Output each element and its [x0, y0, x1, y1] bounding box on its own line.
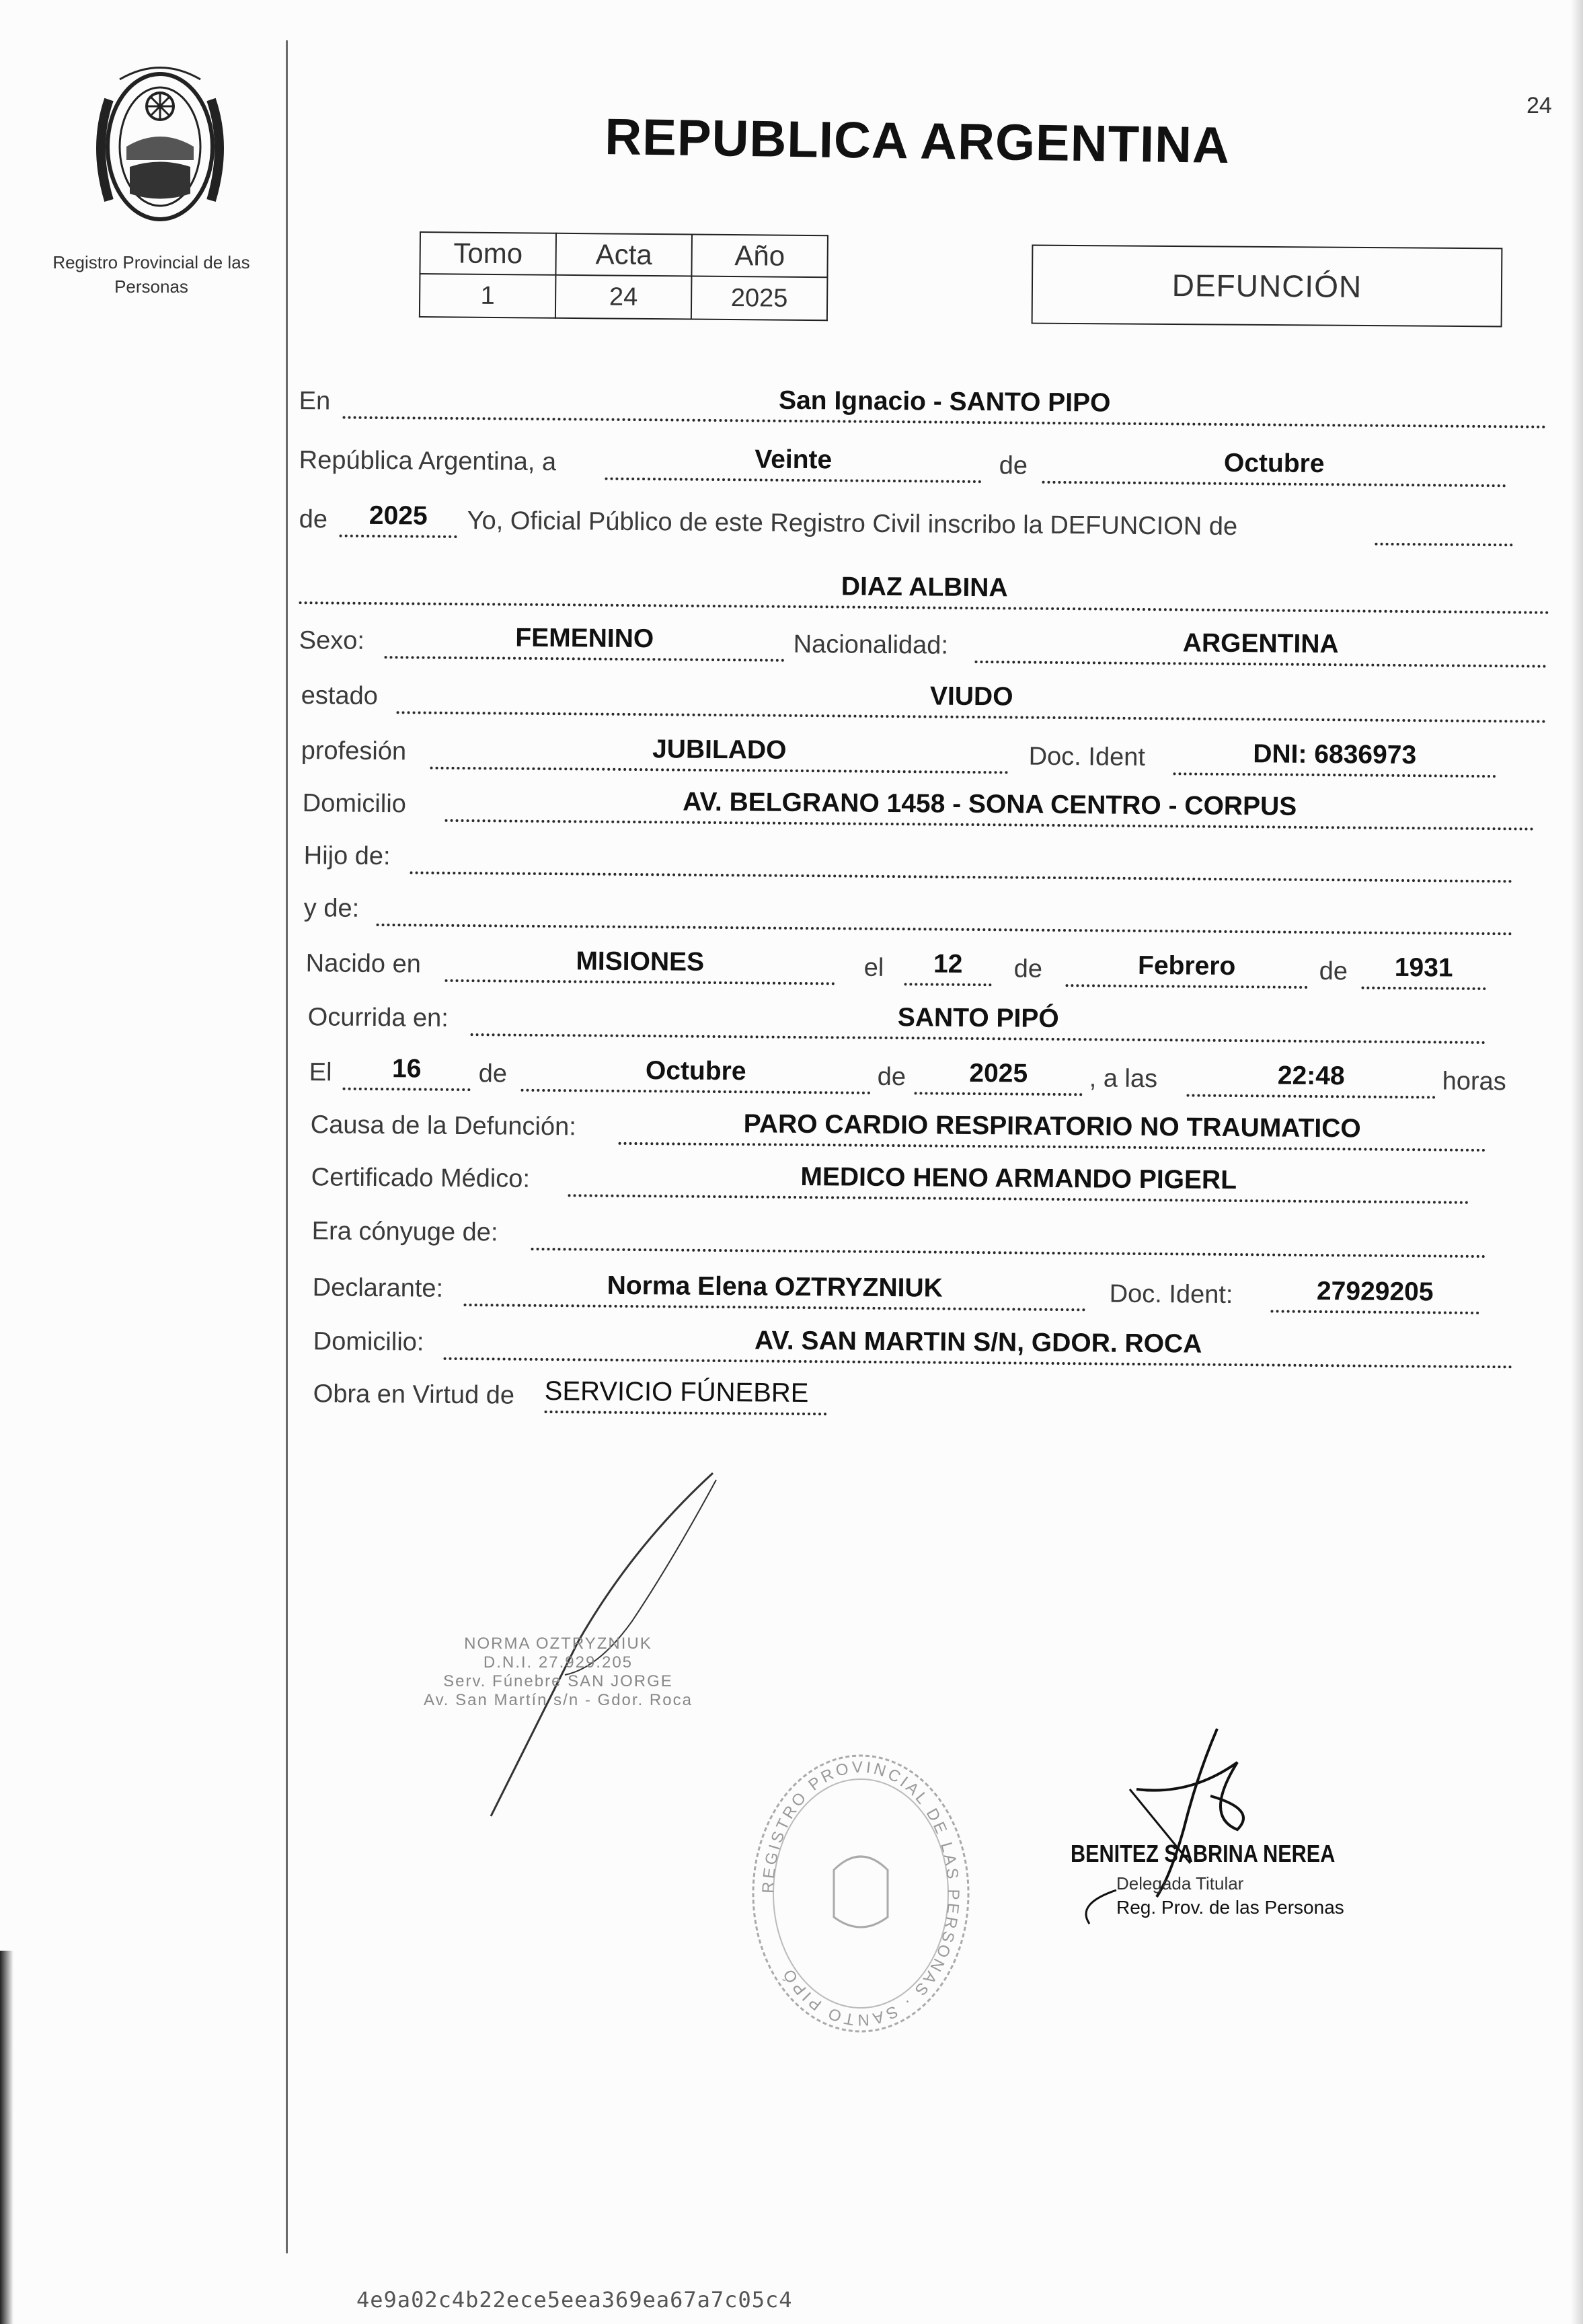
label-en: En	[299, 387, 331, 416]
label-de-date-1: de	[478, 1059, 508, 1088]
field-birth-year	[1361, 946, 1485, 990]
value-certificado: MEDICO HENO ARMANDO PIGERL	[800, 1162, 1237, 1195]
page-number: 24	[1527, 93, 1552, 118]
label-declarante: Declarante:	[312, 1273, 444, 1303]
row-y-de	[0, 883, 1583, 938]
field-death-year	[915, 1051, 1083, 1096]
field-estado	[397, 671, 1547, 722]
field-certificado	[568, 1154, 1469, 1204]
label-horas: horas	[1442, 1067, 1506, 1096]
field-domicilio-declarante	[444, 1317, 1513, 1368]
field-death-month	[521, 1049, 871, 1094]
field-domicilio	[445, 779, 1535, 831]
field-nacionalidad	[974, 620, 1546, 668]
value-causa: PARO CARDIO RESPIRATORIO NO TRAUMATICO	[743, 1109, 1361, 1144]
value-month: Octubre	[1223, 448, 1325, 479]
label-el: el	[863, 953, 884, 982]
stamp-line-3: Serv. Fúnebre SAN JORGE	[443, 1672, 673, 1690]
field-place	[343, 376, 1547, 428]
row-causa	[0, 1100, 1583, 1155]
value-birthplace: MISIONES	[576, 946, 705, 977]
label-de-1: de	[1013, 954, 1043, 983]
value-death-time: 22:48	[1277, 1061, 1345, 1091]
label-declarante-doc: Doc. Ident:	[1109, 1279, 1233, 1310]
label-sexo: Sexo:	[299, 626, 365, 655]
official-name: BENITEZ SABRINA NEREA	[1071, 1840, 1336, 1867]
field-ocurrida	[471, 993, 1486, 1044]
value-estado: VIUDO	[929, 681, 1013, 712]
field-declarante-doc	[1270, 1269, 1479, 1314]
col-header-tomo: Tomo	[420, 232, 556, 275]
margin-line	[286, 40, 288, 2253]
row-estado	[0, 671, 1583, 726]
value-day-words: Veinte	[755, 445, 833, 475]
label-causa: Causa de la Defunción:	[310, 1111, 576, 1141]
label-hijo-de: Hijo de:	[303, 841, 391, 871]
ano-value: 2025	[691, 276, 828, 321]
value-doc-ident: DNI: 6836973	[1253, 739, 1417, 770]
field-death-time	[1186, 1053, 1435, 1098]
row-nacido	[0, 938, 1583, 994]
field-blank-end	[1375, 502, 1512, 547]
value-death-month: Octubre	[645, 1056, 746, 1086]
tomo-value: 1	[420, 274, 556, 318]
value-domicilio: AV. BELGRANO 1458 - SONA CENTRO - CORPUS	[683, 787, 1297, 821]
value-birth-year: 1931	[1394, 952, 1453, 983]
field-profesion	[430, 726, 1009, 774]
svg-text:REGISTRO PROVINCIAL DE LAS PER	[759, 1758, 962, 2029]
field-month	[1042, 441, 1506, 487]
label-de: de	[999, 451, 1028, 480]
seal-text: REGISTRO PROVINCIAL DE LAS PERSONAS · SANTO PIPÓ	[759, 1758, 963, 2029]
declarant-stamp	[424, 1635, 693, 1710]
value-year: 2025	[369, 500, 428, 531]
value-domicilio-declarante: AV. SAN MARTIN S/N, GDOR. ROCA	[754, 1326, 1202, 1359]
label-doc-ident: Doc. Ident	[1028, 742, 1146, 772]
row-fecha	[0, 1047, 1583, 1102]
value-sexo: FEMENINO	[515, 623, 654, 654]
row-hijo-de	[0, 831, 1583, 886]
label-certificado: Certificado Médico:	[311, 1163, 531, 1193]
field-birthplace	[445, 939, 835, 985]
value-declarante: Norma Elena OZTRYZNIUK	[607, 1271, 943, 1303]
row-republica	[0, 435, 1583, 490]
row-conyuge	[0, 1206, 1583, 1261]
field-hijo-de	[410, 831, 1513, 883]
label-republica: República Argentina, a	[299, 446, 557, 477]
label-a-las: , a las	[1089, 1064, 1158, 1094]
value-declarante-doc: 27929205	[1316, 1277, 1434, 1307]
acta-value: 24	[555, 275, 692, 320]
field-birth-month	[1065, 944, 1307, 989]
label-de-2: de	[1319, 957, 1348, 986]
label-domicilio: Domicilio	[302, 789, 407, 819]
field-causa	[619, 1102, 1486, 1152]
label-nacionalidad: Nacionalidad:	[793, 630, 949, 660]
label-domicilio-declarante: Domicilio:	[313, 1327, 424, 1357]
value-death-year: 2025	[969, 1058, 1028, 1088]
page-title: REPUBLICA ARGENTINA	[604, 108, 1231, 174]
row-sexo	[0, 615, 1583, 671]
field-sexo	[385, 615, 785, 662]
value-profesion: JUBILADO	[652, 735, 787, 765]
row-name	[0, 562, 1583, 617]
label-ocurrida-en: Ocurrida en:	[307, 1003, 449, 1033]
row-declarante	[0, 1263, 1583, 1318]
row-profesion	[0, 726, 1583, 781]
label-obra: Obra en Virtud de	[313, 1380, 515, 1410]
value-deceased-name: DIAZ ALBINA	[841, 572, 1008, 603]
province-emblem-icon	[79, 59, 241, 234]
stamp-line-2: D.N.I. 27.929.205	[483, 1653, 633, 1672]
official-role: Delegada Titular	[1116, 1873, 1244, 1894]
row-en	[0, 376, 1583, 431]
value-death-day: 16	[391, 1054, 422, 1084]
field-y-de	[377, 883, 1513, 935]
official-office: Reg. Prov. de las Personas	[1116, 1897, 1344, 1918]
value-birth-day: 12	[933, 949, 963, 979]
label-nacido-en: Nacido en	[305, 949, 422, 979]
field-day-words	[605, 437, 982, 483]
col-header-acta: Acta	[555, 233, 692, 276]
row-domicilio	[0, 778, 1583, 833]
value-birth-month: Febrero	[1137, 950, 1236, 981]
label-profesion: profesión	[301, 737, 407, 766]
official-round-seal-icon	[733, 1742, 989, 2045]
value-nacionalidad: ARGENTINA	[1182, 628, 1339, 659]
page-edge-shadow	[1571, 0, 1583, 2324]
label-estado: estado	[301, 681, 378, 711]
field-deceased-name	[299, 561, 1550, 614]
field-birth-day	[904, 942, 992, 986]
registry-label: Registro Provincial de las Personas	[52, 252, 250, 297]
row-year	[0, 494, 1583, 550]
stamp-line-1: NORMA OZTRYZNIUK	[464, 1635, 652, 1653]
field-conyuge	[531, 1207, 1486, 1258]
value-obra: SERVICIO FÚNEBRE	[544, 1376, 809, 1409]
field-doc-ident	[1173, 732, 1496, 778]
document-hash: 4e9a02c4b22ece5eea369ea67a7c05c4	[356, 2287, 793, 2313]
label-el-date: El	[309, 1058, 332, 1087]
value-ocurrida: SANTO PIPÓ	[897, 1003, 1059, 1033]
row-certificado	[0, 1152, 1583, 1207]
label-de-date-2: de	[877, 1062, 906, 1092]
row-obra	[0, 1369, 1583, 1424]
label-y-de: y de:	[303, 894, 360, 923]
field-obra	[545, 1370, 827, 1415]
record-type-box: DEFUNCIÓN	[1032, 245, 1503, 328]
stamp-line-4: Av. San Martín s/n - Gdor. Roca	[424, 1691, 693, 1709]
record-table	[419, 231, 828, 321]
field-declarante	[464, 1263, 1086, 1311]
scan-shadow	[0, 1951, 13, 2324]
row-domicilio-declarante	[0, 1316, 1583, 1372]
label-oficial-text: Yo, Oficial Público de este Registro Civil inscribo la DEFUNCION de	[467, 507, 1238, 541]
value-place: San Ignacio - SANTO PIPO	[778, 385, 1111, 418]
row-ocurrida	[0, 992, 1583, 1047]
label-conyuge: Era cónyuge de:	[311, 1217, 498, 1247]
label-year-de: de	[299, 505, 328, 534]
col-header-ano: Año	[691, 235, 828, 278]
field-death-day	[343, 1047, 471, 1091]
field-year	[340, 494, 457, 538]
